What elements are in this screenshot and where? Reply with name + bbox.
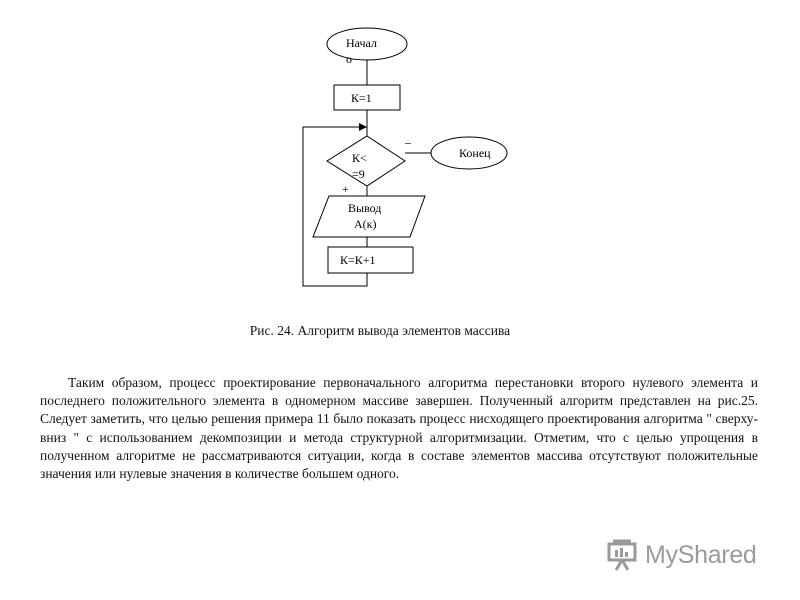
start-label-line2: о bbox=[346, 52, 352, 66]
output-label-line2: А(к) bbox=[354, 217, 377, 231]
body-paragraph: Таким образом, процесс проектирование первоначального алгоритма перестановки второго нулевого элемента и последнего положительного элемента в одномерном массиве завершен. Полученный алгоритм представлен на рис.25. Следует заметить, что целью решения примера 11 было показать процесс нисходящего проектирования алгоритма " сверху-вниз " с использованием декомпозиции и метода структурной алгоритмизации. Отметим, что с целью упрощения в полученном алгоритме не рассматриваются ситуации, когда в составе элементов массива отсутствуют положительные значения или нулевые значения в количестве большем одного. bbox=[40, 375, 758, 482]
body-text bbox=[40, 374, 758, 483]
figure-caption: Рис. 24. Алгоритм вывода элементов массива bbox=[249, 323, 511, 338]
plus-branch-label: + bbox=[342, 182, 349, 196]
minus-branch-label: – bbox=[405, 135, 411, 149]
condition-label-line1: К< bbox=[352, 151, 367, 165]
end-label: Конец bbox=[459, 146, 491, 160]
increment-process-label: К=К+1 bbox=[340, 253, 376, 267]
condition-label-line2: =9 bbox=[352, 167, 365, 181]
output-label-line1: Вывод bbox=[348, 201, 382, 215]
watermark-text: MyShared bbox=[645, 540, 757, 569]
init-process-label: К=1 bbox=[351, 91, 372, 105]
start-label-line1: Начал bbox=[346, 36, 377, 50]
watermark-logo bbox=[607, 535, 767, 575]
presentation-board-icon bbox=[607, 538, 639, 572]
